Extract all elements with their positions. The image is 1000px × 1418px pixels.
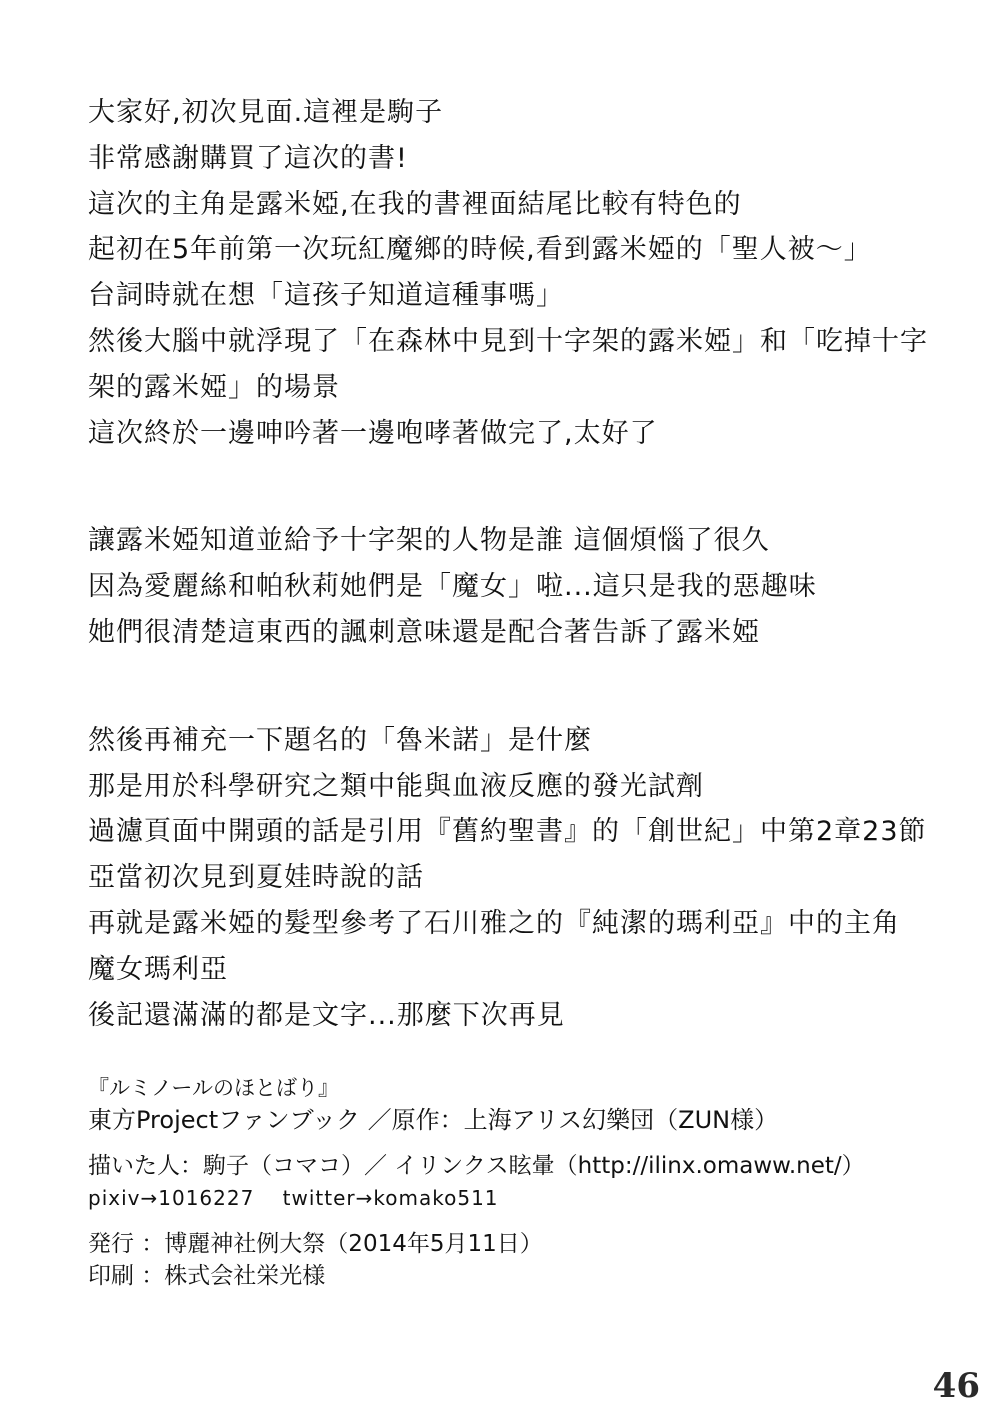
colophon-publish-info bbox=[88, 1228, 968, 1292]
social-ids-line: pixiv→1016227 twitter→komako511 bbox=[88, 1186, 499, 1210]
text-line: 讓露米婭知道並給予十字架的人物是誰 這個煩惱了很久 bbox=[88, 525, 770, 557]
page-number: 46 bbox=[932, 1366, 980, 1406]
text-line: 後記還滿滿的都是文字...那麼下次再見 bbox=[88, 999, 565, 1031]
afterword-paragraph-2 bbox=[88, 518, 968, 655]
text-line: 亞當初次見到夏娃時說的話 bbox=[88, 862, 424, 894]
colophon bbox=[88, 1072, 968, 1306]
text-line: 起初在5年前第一次玩紅魔鄉的時候,看到露米婭的「聖人被～」 bbox=[88, 234, 872, 266]
text-line: 這次終於一邊呻吟著一邊咆哮著做完了,太好了 bbox=[88, 417, 658, 449]
publish-line: 発行 ：博麗神社例大祭（2014年5月11日） bbox=[88, 1231, 543, 1257]
colophon-author-info bbox=[88, 1150, 968, 1214]
afterword-paragraph-1 bbox=[88, 90, 968, 456]
text-line: 大家好,初次見面.這裡是駒子 bbox=[88, 97, 444, 128]
text-line: 然後大腦中就浮現了「在森林中見到十字架的露米婭」和「吃掉十字 bbox=[88, 325, 928, 357]
text-line: 台詞時就在想「這孩子知道這種事嗎」 bbox=[88, 280, 564, 312]
text-line: 過濾頁面中開頭的話是引用『舊約聖書』的「創世紀」中第2章23節 bbox=[88, 816, 927, 848]
book-title: 『ルミノールのほとばり』 bbox=[88, 1076, 339, 1100]
text-line: 這次的主角是露米婭,在我的書裡面結尾比較有特色的 bbox=[88, 188, 742, 220]
afterword-paragraph-3 bbox=[88, 718, 968, 1039]
afterword-text bbox=[88, 90, 968, 1100]
text-line: 她們很清楚這東西的諷刺意味還是配合著告訴了露米婭 bbox=[88, 616, 760, 648]
author-line: 描いた人：駒子（コマコ）／ イリンクス眩暈（http://ilinx.omaww.net/） bbox=[88, 1153, 865, 1179]
text-line: 非常感謝購買了這次的書! bbox=[88, 142, 408, 174]
colophon-book-info bbox=[88, 1072, 968, 1136]
text-line: 那是用於科學研究之類中能與血液反應的發光試劑 bbox=[88, 770, 704, 802]
book-series: 東方Projectファンブック ／原作：上海アリス幻樂団（ZUN様） bbox=[88, 1106, 779, 1134]
text-line: 再就是露米婭的髮型參考了石川雅之的『純潔的瑪利亞』中的主角 bbox=[88, 907, 900, 939]
text-line: 架的露米婭」的場景 bbox=[88, 371, 340, 403]
printer-line: 印刷 ：株式会社栄光様 bbox=[88, 1263, 326, 1289]
text-line: 然後再補充一下題名的「魯米諾」是什麼 bbox=[88, 724, 592, 756]
text-line: 因為愛麗絲和帕秋莉她們是「魔女」啦...這只是我的惡趣味 bbox=[88, 571, 817, 603]
text-line: 魔女瑪利亞 bbox=[88, 953, 228, 985]
